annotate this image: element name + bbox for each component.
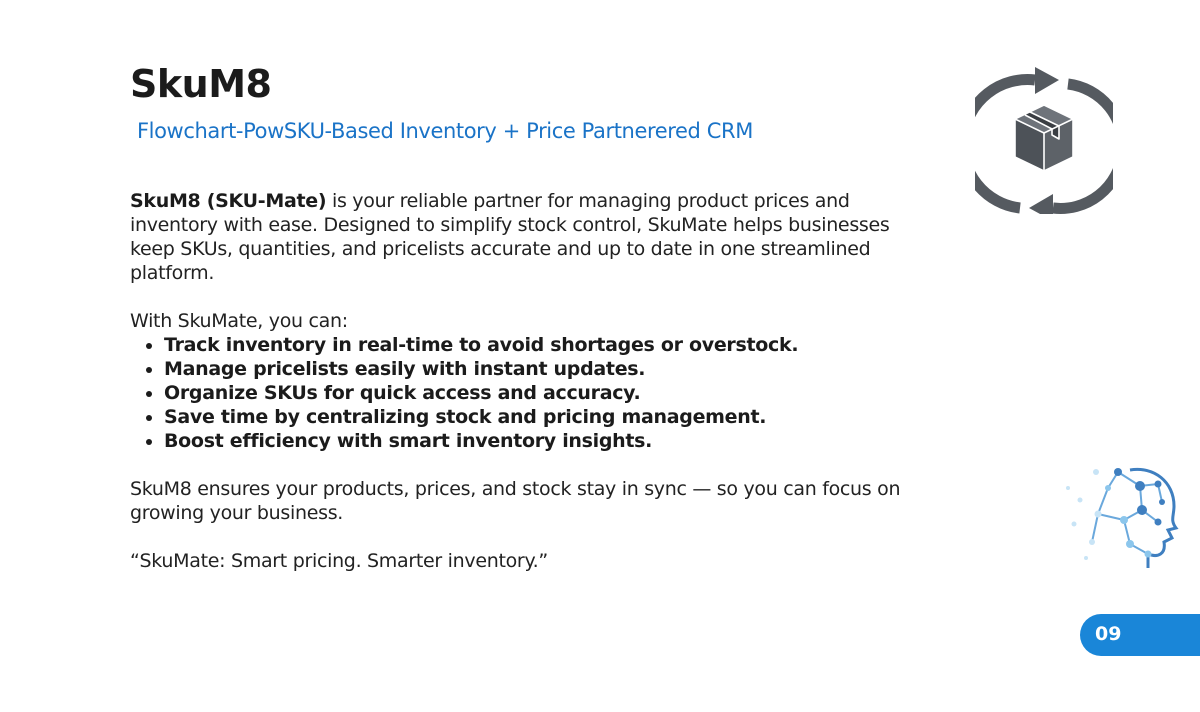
page-number: 09 [1095, 623, 1122, 645]
inventory-sync-icon [975, 64, 1113, 214]
slide-subtitle: Flowchart-PowSKU-Based Inventory + Price Partnerered CRM [137, 119, 753, 143]
features-lead: With SkuMate, you can: [130, 310, 348, 332]
slide-title: SkuM8 [130, 62, 272, 106]
feature-item: • Save time by centralizing stock and pricing management. [164, 405, 920, 429]
feature-item: • Track inventory in real-time to avoid shortages or overstock. [164, 333, 920, 357]
page-number-tab [1080, 614, 1200, 656]
intro-paragraph [130, 189, 920, 285]
brain-network-logo [1058, 458, 1182, 578]
feature-item: • Manage pricelists easily with instant updates. [164, 357, 920, 381]
feature-list [130, 333, 920, 453]
intro-text: is your reliable partner for managing product prices and inventory with ease. Designed to simplify stock control, SkuMate helps businesses keep SKUs, quantities, and pricelists accurate and up to date in one streamlined platform. [130, 190, 890, 284]
tagline: “SkuMate: Smart pricing. Smarter inventory.” [130, 550, 548, 572]
slide-content [130, 189, 920, 573]
product-name: SkuM8 (SKU-Mate) [130, 190, 327, 212]
feature-item: • Boost efficiency with smart inventory insights. [164, 429, 920, 453]
feature-item: • Organize SKUs for quick access and accuracy. [164, 381, 920, 405]
closing-paragraph: SkuM8 ensures your products, prices, and stock stay in sync — so you can focus on growing your business. [130, 478, 901, 524]
